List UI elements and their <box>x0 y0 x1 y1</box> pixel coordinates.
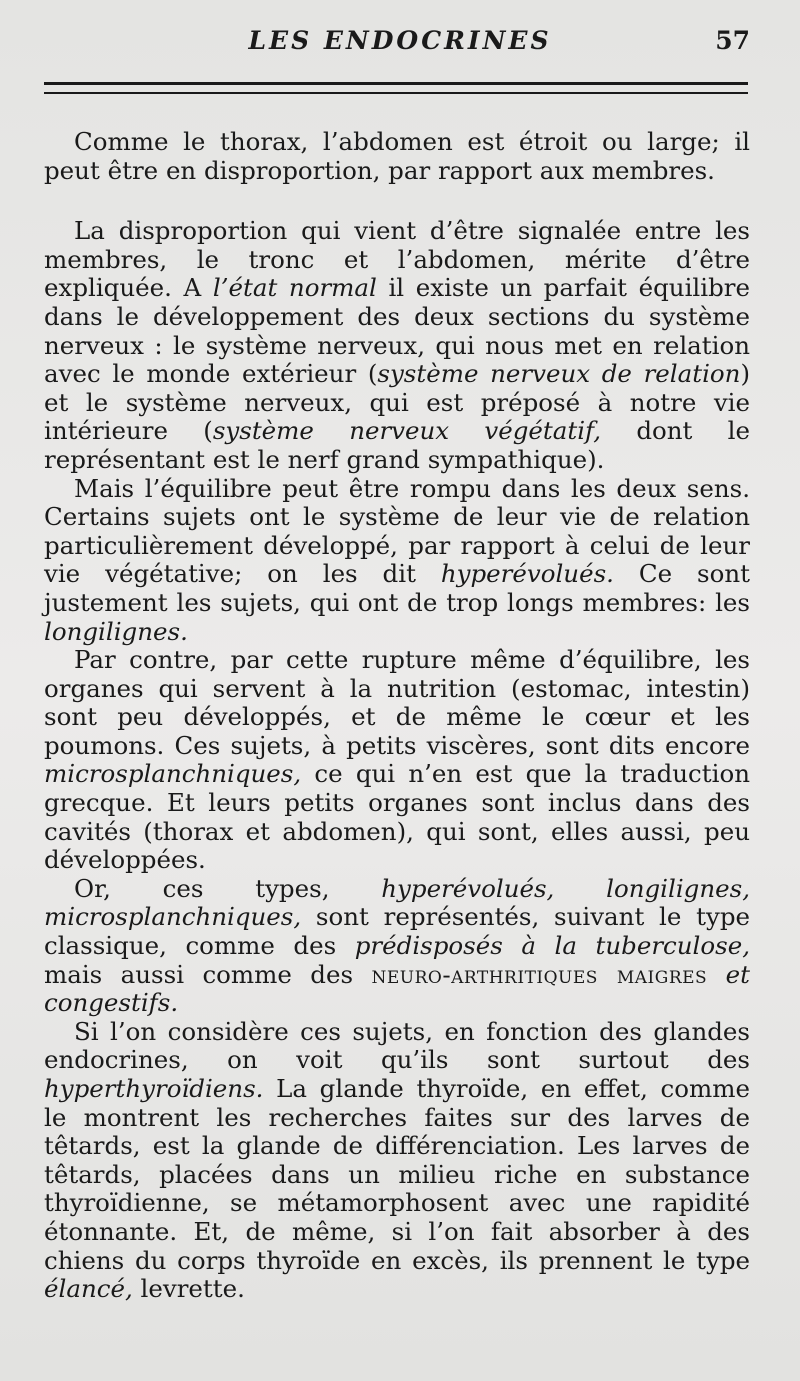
paragraph-3-text-c: Ce sont justement les sujets, qui ont de trop longs membres: les <box>44 559 750 617</box>
paragraph-2-italic-systeme-relation: système nerveux de relation <box>377 359 741 389</box>
page-number: 57 <box>715 26 750 55</box>
paragraph-2-text-c: il existe un parfait équilibre dans le développement des deux sections du système nerveux : le système nerveux, qui nous met en relation avec le monde extérieur ( <box>44 273 750 389</box>
paragraph-5-text-c: sont représentés, suivant le type classique, comme des <box>44 902 750 961</box>
paragraph-6-italic-hyperthyroidiens: hyperthyroïdiens. <box>44 1074 264 1103</box>
paragraph-3-text-a: Mais l’équilibre peut être rompu dans les deux sens. Certains sujets ont le système de leur vie de relation particulièrement développé, par rapport à celui de leur vie végétative; on les dit <box>44 473 750 589</box>
paragraph-6-text-a: Si l’on considère ces sujets, en fonction des glandes endocrines, on voit qu’ils sont surtout des <box>44 1016 750 1075</box>
paragraph-2 <box>44 217 750 474</box>
paragraph-4-italic-microsplanchniques: microsplanchniques, <box>44 759 302 789</box>
paragraph-3 <box>44 475 750 647</box>
paragraph-5-italic-types: hyperévolués, longilignes, microsplanchniques, <box>44 873 751 932</box>
body-text <box>44 128 750 1304</box>
running-head <box>0 26 800 62</box>
paragraph-5-text-a: Or, ces types, <box>74 873 382 903</box>
paragraph-5 <box>44 875 750 1018</box>
paragraph-3-italic-hyperevolues: hyperévolués. <box>440 559 614 589</box>
paragraph-6-italic-elance: élancé, <box>44 1274 133 1304</box>
paragraph-4 <box>44 646 750 875</box>
paragraph-5-italic-congestifs: et congestifs. <box>44 959 750 1018</box>
paragraph-4-text-c: ce qui n’en est que la traduction grecque. Et leurs petits organes sont inclus dans des cavités (thorax et abdomen), qui sont, elles aussi, peu développées. <box>44 759 750 875</box>
paragraph-2-italic-systeme-vegetatif: système nerveux végétatif, <box>212 416 602 446</box>
paragraph-5-italic-tuberculose: prédisposés à la tuberculose, <box>354 931 750 961</box>
paragraph-4-text-a: Par contre, par cette rupture même d’équilibre, les organes qui servent à la nutrition (estomac, intestin) sont peu développés, et de même le cœur et les poumons. Ces sujets, à petits viscères, sont dits encore <box>44 645 750 760</box>
header-rule-thick <box>44 82 748 85</box>
paragraph-3-italic-longilignes: longilignes. <box>44 616 188 646</box>
paragraph-2-text-e: ) et le système nerveux, qui est préposé à notre vie intérieure ( <box>44 359 750 446</box>
paragraph-1-text: Comme le thorax, l’abdomen est étroit ou large; il peut être en disproportion, par rapport aux membres. <box>44 127 750 185</box>
paragraph-6 <box>44 1018 750 1304</box>
paragraph-6-text-e: levrette. <box>132 1274 245 1304</box>
paragraph-6-text-c: La glande thyroïde, en effet, comme le montrent les recherches faites sur des larves de têtards, est la glande de différenciation. Les larves de têtards, placées dans un milieu riche en substance thyroïdienne, se métamorphosent avec une rapidité étonnante. Et, de même, si l’on fait absorber à des chiens du corps thyroïde en excès, ils prennent le type <box>44 1074 750 1275</box>
paragraph-2-text-g: dont le représentant est le nerf grand sympathique). <box>44 416 751 474</box>
paragraph-1 <box>44 128 750 185</box>
running-title: LES ENDOCRINES <box>248 26 552 55</box>
paragraph-2-italic-etat-normal: l’état normal <box>212 273 377 303</box>
header-rule-thin <box>44 92 748 94</box>
paragraph-5-text-g <box>707 960 725 989</box>
paragraph-5-text-e: mais aussi comme des <box>44 959 372 989</box>
paragraph-2-text-a: La disproportion qui vient d’être signalée entre les membres, le tronc et l’abdomen, mérite d’être expliquée. A <box>44 216 750 303</box>
paragraph-5-small-caps: neuro-arthritiques maigres <box>371 959 708 989</box>
